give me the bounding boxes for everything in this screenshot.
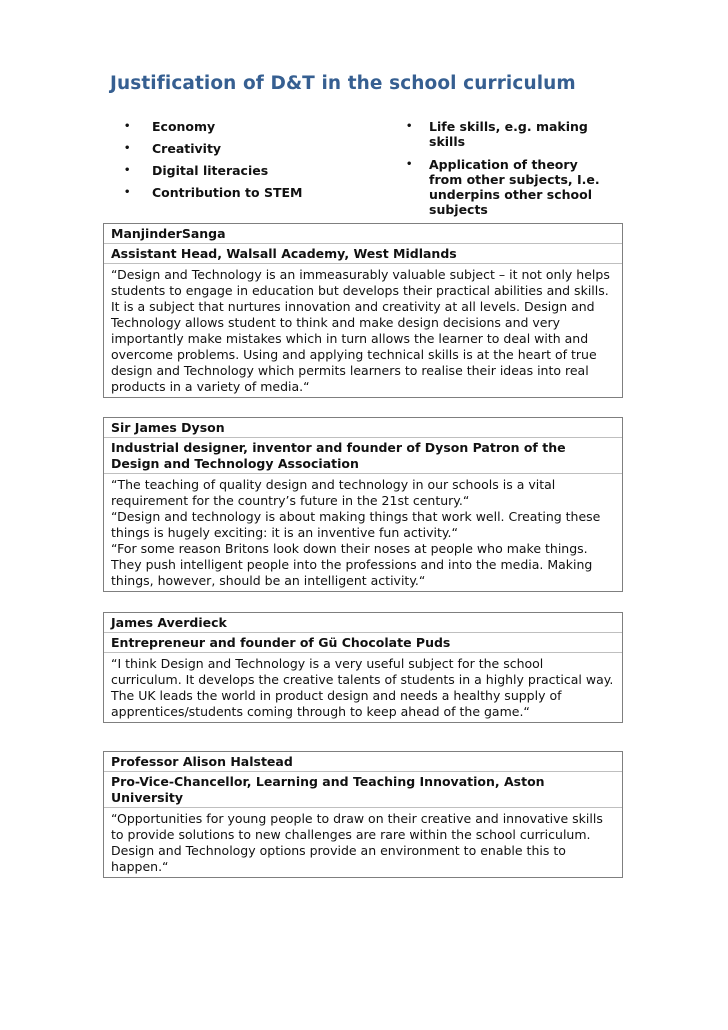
quote-text	[104, 808, 622, 877]
bullet-item	[124, 185, 384, 207]
bullet-item	[124, 141, 384, 163]
quote-text	[104, 474, 622, 591]
bullet-item	[406, 157, 606, 217]
bullet-list-right	[406, 119, 606, 225]
bullet-label: Economy	[152, 119, 216, 134]
quote-author-name: Professor Alison Halstead	[104, 752, 622, 772]
page-title: Justification of D&T in the school curriculum	[110, 73, 576, 94]
bullet-icon: •	[124, 187, 131, 198]
bullet-label: Life skills, e.g. making skills	[429, 119, 588, 149]
quote-box-dyson	[103, 417, 623, 592]
quote-paragraph: “I think Design and Technology is a very useful subject for the school curriculum. It develops the creative talents of students in a highly practical way. The UK leads the world in product design and needs a healthy supply of apprentices/students coming through to keep ahead of the game.“	[111, 656, 614, 719]
bullet-icon: •	[124, 121, 131, 132]
bullet-list-left	[124, 119, 384, 207]
bullet-label: Creativity	[152, 141, 222, 156]
bullet-item	[124, 163, 384, 185]
bullet-icon: •	[406, 159, 413, 170]
quote-author-name: ManjinderSanga	[104, 224, 622, 244]
quote-author-name: Sir James Dyson	[104, 418, 622, 438]
quote-author-role: Industrial designer, inventor and founder of Dyson Patron of the Design and Technology Association	[104, 438, 622, 474]
bullet-icon: •	[124, 165, 131, 176]
bullet-item	[406, 119, 606, 149]
quote-paragraph: “Opportunities for young people to draw on their creative and innovative skills to provide solutions to new challenges are rare within the school curriculum. Design and Technology options provide an environment to enable this to happen.“	[111, 811, 603, 874]
quote-author-role: Assistant Head, Walsall Academy, West Midlands	[104, 244, 622, 264]
quote-paragraph: “The teaching of quality design and technology in our schools is a vital requirement for the country’s future in the 21st century.“	[111, 477, 556, 508]
bullet-icon: •	[406, 121, 413, 132]
bullet-label: Digital literacies	[152, 163, 269, 178]
quote-paragraph: “For some reason Britons look down their noses at people who make things. They push intelligent people into the professions and into the media. Making things, however, should be an intelligent activity.“	[111, 541, 593, 588]
quote-text	[104, 653, 622, 722]
quote-box-sanga	[103, 223, 623, 398]
quote-paragraph: “Design and technology is about making things that work well. Creating these things is hugely exciting: it is an inventive fun activity.“	[111, 509, 601, 540]
quote-author-role: Pro-Vice-Chancellor, Learning and Teaching Innovation, Aston University	[104, 772, 622, 808]
quote-box-averdieck	[103, 612, 623, 723]
bullet-label: Contribution to STEM	[152, 185, 303, 200]
quote-author-name: James Averdieck	[104, 613, 622, 633]
quote-author-role: Entrepreneur and founder of Gü Chocolate Puds	[104, 633, 622, 653]
bullet-label: Application of theory from other subjects, I.e. underpins other school subjects	[429, 157, 600, 217]
bullet-icon: •	[124, 143, 131, 154]
quote-paragraph: “Design and Technology is an immeasurably valuable subject – it not only helps students to engage in education but develops their practical abilities and skills. It is a subject that nurtures innovation and creativity at all levels. Design and Technology allows student to think and make design decisions and very importantly make mistakes which in turn allows the learner to deal with and overcome problems. Using and applying technical skills is at the heart of true design and Technology which permits learners to realise their ideas into real products in a variety of media.“	[111, 267, 610, 394]
bullet-item	[124, 119, 384, 141]
quote-text	[104, 264, 622, 397]
quote-box-halstead	[103, 751, 623, 878]
